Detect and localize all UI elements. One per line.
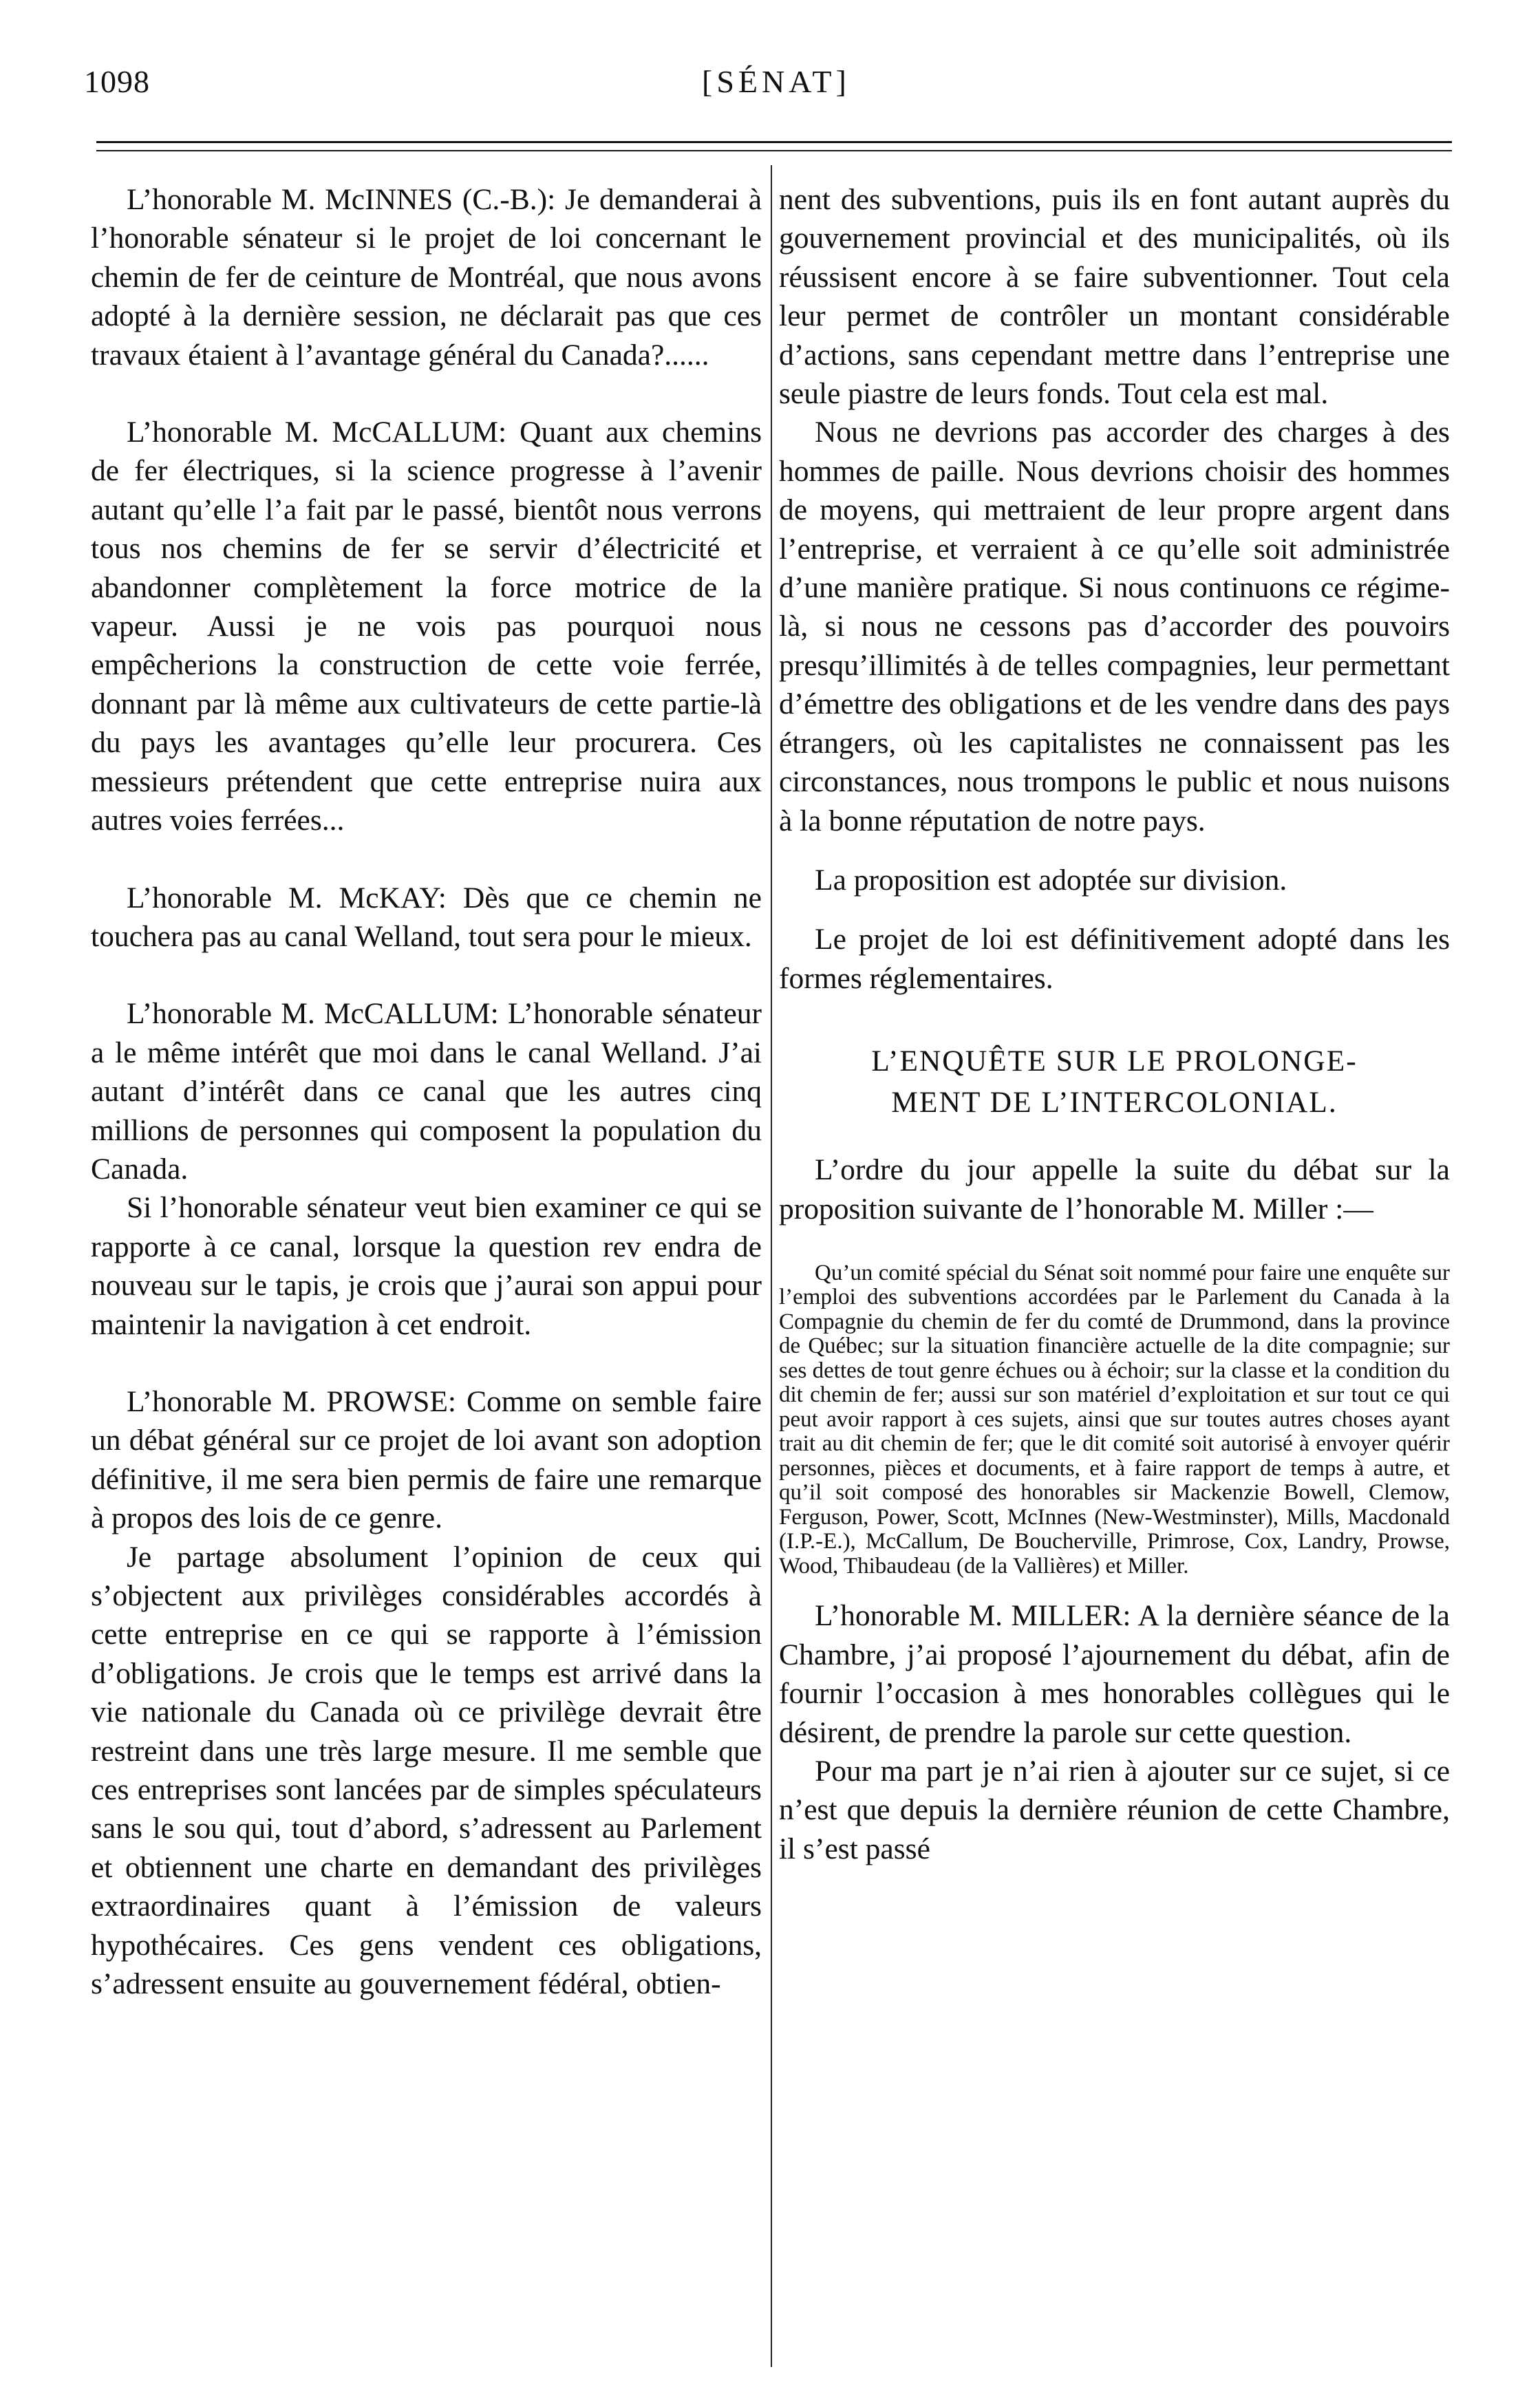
speech-prowse: L’honorable M. PROWSE: Comme on semble faire un débat général sur ce projet de loi avant son adoption définitive, il me sera bien permis de faire une remarque à propos des lois de ce genre. [91,1384,762,1535]
speech-mccallum-2-cont: Si l’honorable sénateur veut bien examiner ce qui se rapporte à ce canal, lorsque la question rev endra de nouveau sur le tapis, je crois que j’aurai son appui pour maintenir la navigation à cet endroit. [91,1191,762,1341]
speech-prowse-continued-2: Nous ne devrions pas accorder des charges à des hommes de paille. Nous devrions choisir des hommes de moyens, qui mettraient de leur propre argent dans l’entreprise, et verraient à ce qu’elle soit administrée d’une manière pratique. Si nous continuons ce régime-là, si nous ne cessons pas d’accorder des pouvoirs presqu’illimités à de telles compagnies, leur permettant d’émettre des obligations et de les vendre dans des pays étrangers, où les capitalistes ne connaissent pas les circonstances, nous trompons le public et nous nuisons à la bonne réputation de notre pays. [779,416,1450,837]
speech-prowse-continued: nent des subventions, puis ils en font autant auprès du gouvernement provincial et des municipalités, où ils réussisent encore à se faire subventionner. Tout cela leur permet de contrôler un montant considérable d’actions, sans cependant mettre dans l’entreprise une seule piastre de leurs fonds. Tout cela est mal. [779,183,1450,411]
speech-miller: L’honorable M. MILLER: A la dernière séance de la Chambre, j’ai proposé l’ajournement du débat, afin de fournir l’occasion à mes honorables collègues qui le désirent, de prendre la parole sur cette question. [779,1599,1450,1749]
left-column [91,180,762,2003]
section-title-line-1: L’ENQUÊTE SUR LE PROLONGE- [871,1045,1358,1078]
header-rule-bottom [96,150,1452,151]
header-rule-top [96,141,1452,143]
speech-mccallum-2: L’honorable M. McCALLUM: L’honorable sénateur a le même intérêt que moi dans le canal Welland. J’ai autant d’intérêt dans ce canal que les autres cinq millions de personnes qui composent la population du Canada. [91,997,762,1186]
running-head: [SÉNAT] [702,64,851,99]
speech-mckay: L’honorable M. McKAY: Dès que ce chemin ne touchera pas au canal Welland, tout sera pour le mieux. [91,881,762,953]
motion-text: Qu’un comité spécial du Sénat soit nommé pour faire une enquête sur l’emploi des subventions accordées par le Parlement du Canada à la Compagnie du chemin de fer du comté de Drummond, dans la province de Québec; sur la situation financière actuelle de la dite compagnie; sur ses dettes de tout genre échues ou à échoir; sur la classe et la condition du dit chemin de fer; aussi sur son matériel d’exploitation et sur tout ce qui peut avoir rapport à ces sujets, ainsi que sur toutes autres choses ayant trait au dit chemin de fer; que le dit comité soit autorisé à envoyer quérir personnes, pièces et documents, et à faire rapport de temps à autre, et qu’il soit composé des honorables sir Mackenzie Bowell, Clemow, Ferguson, Power, Scott, McInnes (New-Westminster), Mills, Macdonald (I.P.-E.), McCallum, De Boucherville, Primrose, Cox, Landry, Prowse, Wood, Thibaudeau (de la Vallières) et Miller. [779,1260,1450,1578]
speech-prowse-cont: Je partage absolument l’opinion de ceux qui s’objectent aux privilèges considérables accordés à cette entreprise en ce qui se rapporte à l’émission d’obligations. Je crois que le temps est arrivé dans la vie nationale du Canada où ce privilège devrait être restreint dans une très large mesure. Il me semble que ces entreprises sont lancées par de simples spéculateurs sans le sou qui, tout d’abord, s’adressent au Parlement et obtiennent une charte en demandant des privilèges extraordinaires quant à l’émission de valeurs hypothécaires. Ces gens vendent ces obligations, s’adressent ensuite au gouvernement fédéral, obtien- [91,1540,762,2001]
page-header [0,63,1540,111]
bill-adopted-note: Le projet de loi est définitivement adopté dans les formes réglementaires. [779,923,1450,995]
speech-miller-cont: Pour ma part je n’ai rien à ajouter sur ce sujet, si ce n’est que depuis la dernière réunion de cette Chambre, il s’est passé [779,1755,1450,1865]
section-title-line-2: MENT DE L’INTERCOLONIAL. [891,1086,1338,1120]
right-column [779,180,1450,1868]
motion-result: La proposition est adoptée sur division. [815,863,1287,897]
speech-mcinnes: L’honorable M. McINNES (C.-B.): Je demanderai à l’honorable sénateur si le projet de loi concernant le chemin de fer de ceinture de Montréal, que nous avons adopté à la dernière session, ne déclarait pas que ces travaux étaient à l’avantage général du Canada?...... [91,183,762,372]
order-of-day: L’ordre du jour appelle la suite du débat sur la proposition suivante de l’honorable M. Miller :— [779,1153,1450,1225]
speech-mccallum-1: L’honorable M. McCALLUM: Quant aux chemins de fer électriques, si la science progresse à l’avenir autant qu’elle l’a fait par le passé, bientôt nous verrons tous nos chemins de fer se servir d’électricité et abandonner complètement la force motrice de la vapeur. Aussi je ne vois pas pourquoi nous empêcherions la construction de cette voie ferrée, donnant par là même aux cultivateurs de cette partie-là du pays les avantages qu’elle leur procurera. Ces messieurs prétendent que cette entreprise nuira aux autres voies ferrées... [91,416,762,837]
column-divider [771,165,772,2367]
section-title [779,1040,1450,1123]
page-number: 1098 [84,64,150,99]
